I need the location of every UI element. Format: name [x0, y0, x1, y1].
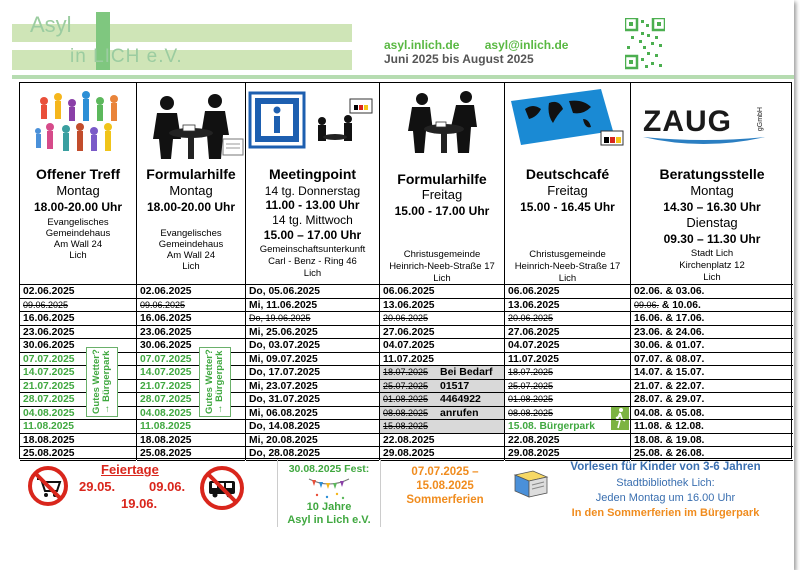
date-text: 02.06.2025 — [140, 286, 192, 297]
call-note — [440, 366, 493, 420]
column-beratungsstelle — [631, 83, 793, 460]
column-deutschcafe — [505, 83, 631, 460]
time: 09.30 – 11.30 Uhr — [663, 232, 761, 246]
date-row — [246, 434, 379, 448]
date-text: 18.08.2025 — [140, 434, 192, 446]
holiday-title: Feiertage — [101, 462, 159, 477]
time: 14.30 – 16.30 Uhr — [663, 200, 761, 214]
date-text: Do, 31.07.2025 — [249, 394, 320, 405]
time: 18.00-20.00 Uhr — [146, 200, 236, 214]
column-header — [20, 83, 136, 285]
summer-holiday-line: 15.08.2025 — [416, 480, 474, 492]
column-header — [631, 83, 793, 285]
logo-text-2: in LICH e.V. — [70, 46, 183, 67]
weather-note-2 — [199, 347, 231, 417]
date-row — [631, 326, 793, 340]
date-text: 22.08.2025 — [383, 434, 435, 446]
date-text: 04.07.2025 — [508, 340, 560, 351]
website-link[interactable]: asyl.inlich.de — [384, 38, 460, 52]
date-text: 28.07. & 29.07. — [634, 394, 705, 405]
date-text: 04.08. & 05.08. — [634, 407, 705, 419]
column-meetingpoint — [246, 83, 380, 460]
email-link[interactable]: asyl@inlich.de — [484, 38, 569, 52]
date-row — [380, 420, 504, 434]
no-bus-icon — [199, 465, 245, 511]
summer-holiday-note — [381, 465, 509, 507]
date-row — [631, 353, 793, 367]
date-row — [505, 312, 630, 326]
schedule-line: 11.00 - 13.00 Uhr — [265, 198, 360, 212]
date-row — [137, 285, 245, 299]
date-row — [505, 285, 630, 299]
weekday: Freitag — [547, 183, 588, 198]
date-text-struck: 09.06. — [634, 299, 660, 310]
column-title: Formularhilfe — [397, 171, 487, 187]
call-note-line: anrufen — [440, 406, 479, 419]
date-row — [505, 380, 630, 394]
date-text: 21.07.2025 — [23, 380, 75, 392]
swoosh-icon — [641, 133, 767, 147]
date-row — [246, 326, 379, 340]
date-row — [380, 299, 504, 313]
schedule-table — [19, 82, 792, 459]
date-row — [505, 353, 630, 367]
date-row — [505, 299, 630, 313]
date-text: 08.08.2025 — [508, 407, 554, 418]
date-row — [505, 407, 630, 421]
zaug-logo-text: ZAUG — [643, 105, 732, 138]
date-row — [20, 299, 136, 313]
date-text: 23.06.2025 — [140, 326, 192, 338]
date-row — [631, 312, 793, 326]
column-header — [380, 83, 504, 285]
place-line: Stadt Lich — [690, 248, 734, 259]
asyl-logo — [12, 10, 352, 72]
place-line: Lich — [182, 261, 200, 272]
date-text: 13.06.2025 — [383, 299, 435, 311]
date-row — [505, 393, 630, 407]
date-text: 07.07.2025 — [140, 353, 192, 365]
place-line: Gemeinschaftsunterkunft — [259, 244, 366, 255]
date-text: Do, 05.06.2025 — [249, 286, 320, 297]
place-line: Christusgemeinde — [529, 249, 606, 260]
date-row — [380, 353, 504, 367]
place-line: Evangelisches — [160, 228, 222, 239]
date-text: 07.07.2025 — [23, 353, 75, 365]
weekday: Montag — [56, 183, 100, 198]
info-sign-icon — [246, 87, 380, 165]
place-line: Lich — [69, 250, 87, 261]
date-text: 07.07. & 08.07. — [634, 353, 705, 365]
date-text: 27.06.2025 — [383, 326, 435, 338]
date-row — [380, 285, 504, 299]
date-row — [380, 339, 504, 353]
date-text: 06.06.2025 — [383, 286, 435, 297]
date-row — [20, 366, 136, 380]
date-text: Mi, 20.08.2025 — [249, 434, 318, 446]
world-map-icon — [505, 87, 631, 165]
column-header — [505, 83, 630, 285]
date-row — [505, 420, 630, 434]
holiday-date: 09.06. — [149, 479, 186, 494]
time: 15.00 - 16.45 Uhr — [520, 200, 615, 214]
column-title: Formularhilfe — [146, 166, 236, 182]
date-row — [137, 312, 245, 326]
date-text: 27.06.2025 — [508, 326, 560, 338]
date-text: 21.07. & 22.07. — [634, 380, 705, 392]
date-row — [20, 353, 136, 367]
date-text: 02.06. & 03.06. — [634, 286, 705, 297]
date-row — [631, 366, 793, 380]
call-note-line: Bei Bedarf — [440, 366, 493, 378]
date-text: 30.06. & 01.07. — [634, 340, 705, 351]
header-divider — [12, 75, 794, 79]
place-line: Lich — [703, 272, 721, 283]
date-text: 25.08.2025 — [140, 448, 192, 459]
date-row — [20, 420, 136, 434]
date-row — [20, 434, 136, 448]
place-line: Am Wall 24 — [166, 250, 216, 261]
column-title: Meetingpoint — [268, 166, 357, 182]
date-text: Mi, 23.07.2025 — [249, 380, 318, 392]
column-title: Deutschcafé — [525, 166, 610, 182]
date-text: 30.06.2025 — [140, 340, 192, 351]
date-row — [631, 339, 793, 353]
date-text: 01.08.2025 — [383, 394, 429, 404]
date-text: 11.08. & 12.08. — [634, 421, 704, 432]
date-row — [20, 339, 136, 353]
date-text: 18.07.2025 — [508, 367, 554, 377]
date-row — [20, 393, 136, 407]
date-text: 01.08.2025 — [508, 394, 554, 404]
date-row — [137, 434, 245, 448]
date-text: 20.06.2025 — [508, 313, 554, 323]
date-text: Do, 19.06.2025 — [249, 313, 311, 323]
reading-line: In den Sommerferien im Bürgerpark — [571, 507, 760, 519]
date-text: 09.06.2025 — [23, 299, 69, 310]
place-line: Heinrich-Neeb-Straße 17 — [514, 261, 621, 272]
date-row — [137, 420, 245, 434]
date-text: 16.06.2025 — [23, 313, 75, 324]
date-row — [631, 407, 793, 421]
meeting-silhouette-icon — [137, 87, 246, 165]
date-text: 25.08.2025 — [23, 448, 75, 459]
column-offener-treff — [20, 83, 137, 460]
date-row — [20, 326, 136, 340]
logo-text-1: Asyl — [30, 12, 72, 37]
date-text: 23.06.2025 — [23, 326, 75, 338]
date-row — [246, 420, 379, 434]
date-text: 22.08.2025 — [508, 434, 560, 446]
people-crowd-icon — [20, 87, 137, 165]
date-row — [505, 434, 630, 448]
schedule-line: 15.00 – 17.00 Uhr — [263, 228, 362, 242]
date-text: 11.07.2025 — [508, 353, 559, 365]
date-text: 04.07.2025 — [383, 340, 435, 351]
date-row — [505, 339, 630, 353]
date-row — [380, 312, 504, 326]
date-text: Mi, 11.06.2025 — [249, 299, 318, 311]
date-row — [246, 299, 379, 313]
date-text: 28.07.2025 — [140, 394, 192, 405]
date-row — [137, 299, 245, 313]
weather-note-text: Gutes Wetter? → Bürgerpark — [204, 349, 225, 415]
date-row — [137, 326, 245, 340]
date-row — [631, 420, 793, 434]
date-text: 21.07.2025 — [140, 380, 192, 392]
date-text: 28.07.2025 — [23, 394, 75, 405]
call-note-line: 4464922 — [440, 393, 481, 405]
date-text: Do, 03.07.2025 — [249, 340, 320, 351]
weekday: Montag — [690, 183, 734, 198]
place-line: Carl - Benz - Ring 46 — [268, 256, 357, 267]
place-line: Kirchenplatz 12 — [679, 260, 745, 271]
no-shopping-icon — [27, 465, 69, 507]
fest-title: 30.08.2025 Fest: — [288, 463, 370, 475]
date-text: 15.08. Bürgerpark — [508, 421, 595, 432]
date-text: 06.06.2025 — [508, 286, 560, 297]
column-header — [137, 83, 245, 285]
date-row — [246, 339, 379, 353]
footer — [19, 459, 792, 527]
holiday-date: 19.06. — [121, 496, 158, 511]
date-row — [246, 393, 379, 407]
date-row — [631, 299, 793, 313]
date-text: & 10.06. — [659, 299, 701, 311]
date-row — [505, 366, 630, 380]
weather-note-text: Gutes Wetter? → Bürgerpark — [91, 349, 112, 415]
date-row — [20, 407, 136, 421]
date-text: 14.07. & 15.07. — [634, 367, 705, 378]
schedule-line: 14 tg. Donnerstag — [264, 184, 361, 198]
date-text: 23.06. & 24.06. — [634, 326, 705, 338]
date-text: 25.07.2025 — [508, 380, 554, 391]
date-row — [631, 380, 793, 394]
weekday: Freitag — [421, 187, 463, 202]
date-text: 25.08. & 26.08. — [634, 448, 705, 459]
place-line: Evangelisches — [47, 217, 109, 228]
place-line: Gemeindehaus — [45, 228, 111, 239]
date-text: Mi, 06.08.2025 — [249, 407, 318, 419]
time: 15.00 - 17.00 Uhr — [394, 204, 490, 218]
date-text: Mi, 25.06.2025 — [249, 326, 318, 338]
date-row — [246, 380, 379, 394]
date-row — [380, 326, 504, 340]
date-text: 02.06.2025 — [23, 286, 75, 297]
date-row — [380, 434, 504, 448]
date-row — [246, 366, 379, 380]
date-text: 29.08.2025 — [383, 448, 435, 459]
call-note-line: 01517 — [440, 379, 470, 392]
date-row — [631, 434, 793, 448]
weather-note-1 — [86, 347, 118, 417]
reading-line: Jeden Montag um 16.00 Uhr — [595, 492, 736, 504]
column-header — [246, 83, 379, 285]
date-row — [505, 326, 630, 340]
date-text: 11.07.2025 — [383, 353, 434, 365]
date-text: 15.08.2025 — [383, 421, 429, 431]
place-line: Christusgemeinde — [403, 249, 481, 260]
date-text: 13.06.2025 — [508, 299, 560, 311]
place-line: Lich — [558, 273, 577, 284]
reading-line: Stadtbibliothek Lich: — [616, 477, 715, 489]
date-row — [246, 407, 379, 421]
zaug-logo — [631, 99, 793, 159]
holiday-date: 29.05. — [79, 479, 116, 494]
date-text: 14.07.2025 — [23, 367, 75, 378]
weekday: Montag — [169, 183, 213, 198]
date-text: 30.06.2025 — [23, 340, 75, 351]
party-bunting-icon — [307, 475, 351, 501]
date-row — [20, 312, 136, 326]
date-text: 25.07.2025 — [383, 380, 429, 391]
date-text: Do, 17.07.2025 — [249, 367, 320, 378]
date-text: 09.06.2025 — [140, 299, 186, 310]
date-text: 18.08.2025 — [23, 434, 75, 446]
time: 18.00-20.00 Uhr — [33, 200, 123, 214]
zaug-logo-subtext: gGmbH — [757, 107, 764, 132]
place-line: Gemeindehaus — [158, 239, 224, 250]
date-text: 04.08.2025 — [140, 407, 192, 419]
place-line: Am Wall 24 — [53, 239, 103, 250]
date-text: 29.08.2025 — [508, 448, 560, 459]
place-line: Lich — [433, 273, 451, 284]
date-text: 08.08.2025 — [383, 407, 429, 418]
contact-line — [384, 38, 568, 52]
meeting-silhouette-icon — [380, 87, 505, 165]
column-title: Beratungsstelle — [659, 166, 765, 182]
date-text: 16.06. & 17.06. — [634, 313, 705, 324]
date-text: Do, 14.08.2025 — [249, 421, 320, 432]
date-text: 18.07.2025 — [383, 367, 429, 377]
summer-holiday-line: Sommerferien — [406, 494, 484, 506]
qr-code — [625, 18, 665, 70]
date-text: 04.08.2025 — [23, 407, 75, 419]
fest-line: 10 Jahre — [306, 501, 352, 513]
date-row — [631, 285, 793, 299]
period-text: Juni 2025 bis August 2025 — [384, 52, 534, 66]
date-text: 14.07.2025 — [140, 367, 192, 378]
date-row — [246, 353, 379, 367]
column-title: Offener Treff — [35, 166, 120, 182]
date-text: Do, 28.08.2025 — [249, 448, 320, 459]
fest-line: Asyl in Lich e.V. — [287, 514, 371, 526]
date-row — [246, 312, 379, 326]
date-row — [20, 380, 136, 394]
schedule-line: 14 tg. Mittwoch — [272, 213, 353, 227]
date-text: 20.06.2025 — [383, 313, 429, 323]
summer-holiday-line: 07.07.2025 – — [411, 466, 479, 478]
place-line: Heinrich-Neeb-Straße 17 — [389, 261, 495, 272]
place-line: Lich — [303, 268, 322, 279]
date-row — [631, 393, 793, 407]
date-row — [246, 285, 379, 299]
reading-title: Vorlesen für Kinder von 3-6 Jahren — [570, 461, 761, 473]
date-text: 11.08.2025 — [23, 421, 74, 432]
date-text: Mi, 09.07.2025 — [249, 353, 318, 365]
date-text: 11.08.2025 — [140, 421, 191, 432]
date-row — [20, 285, 136, 299]
date-text: 18.08. & 19.08. — [634, 434, 705, 446]
weekday: Dienstag — [686, 215, 738, 230]
date-text: 16.06.2025 — [140, 313, 192, 324]
